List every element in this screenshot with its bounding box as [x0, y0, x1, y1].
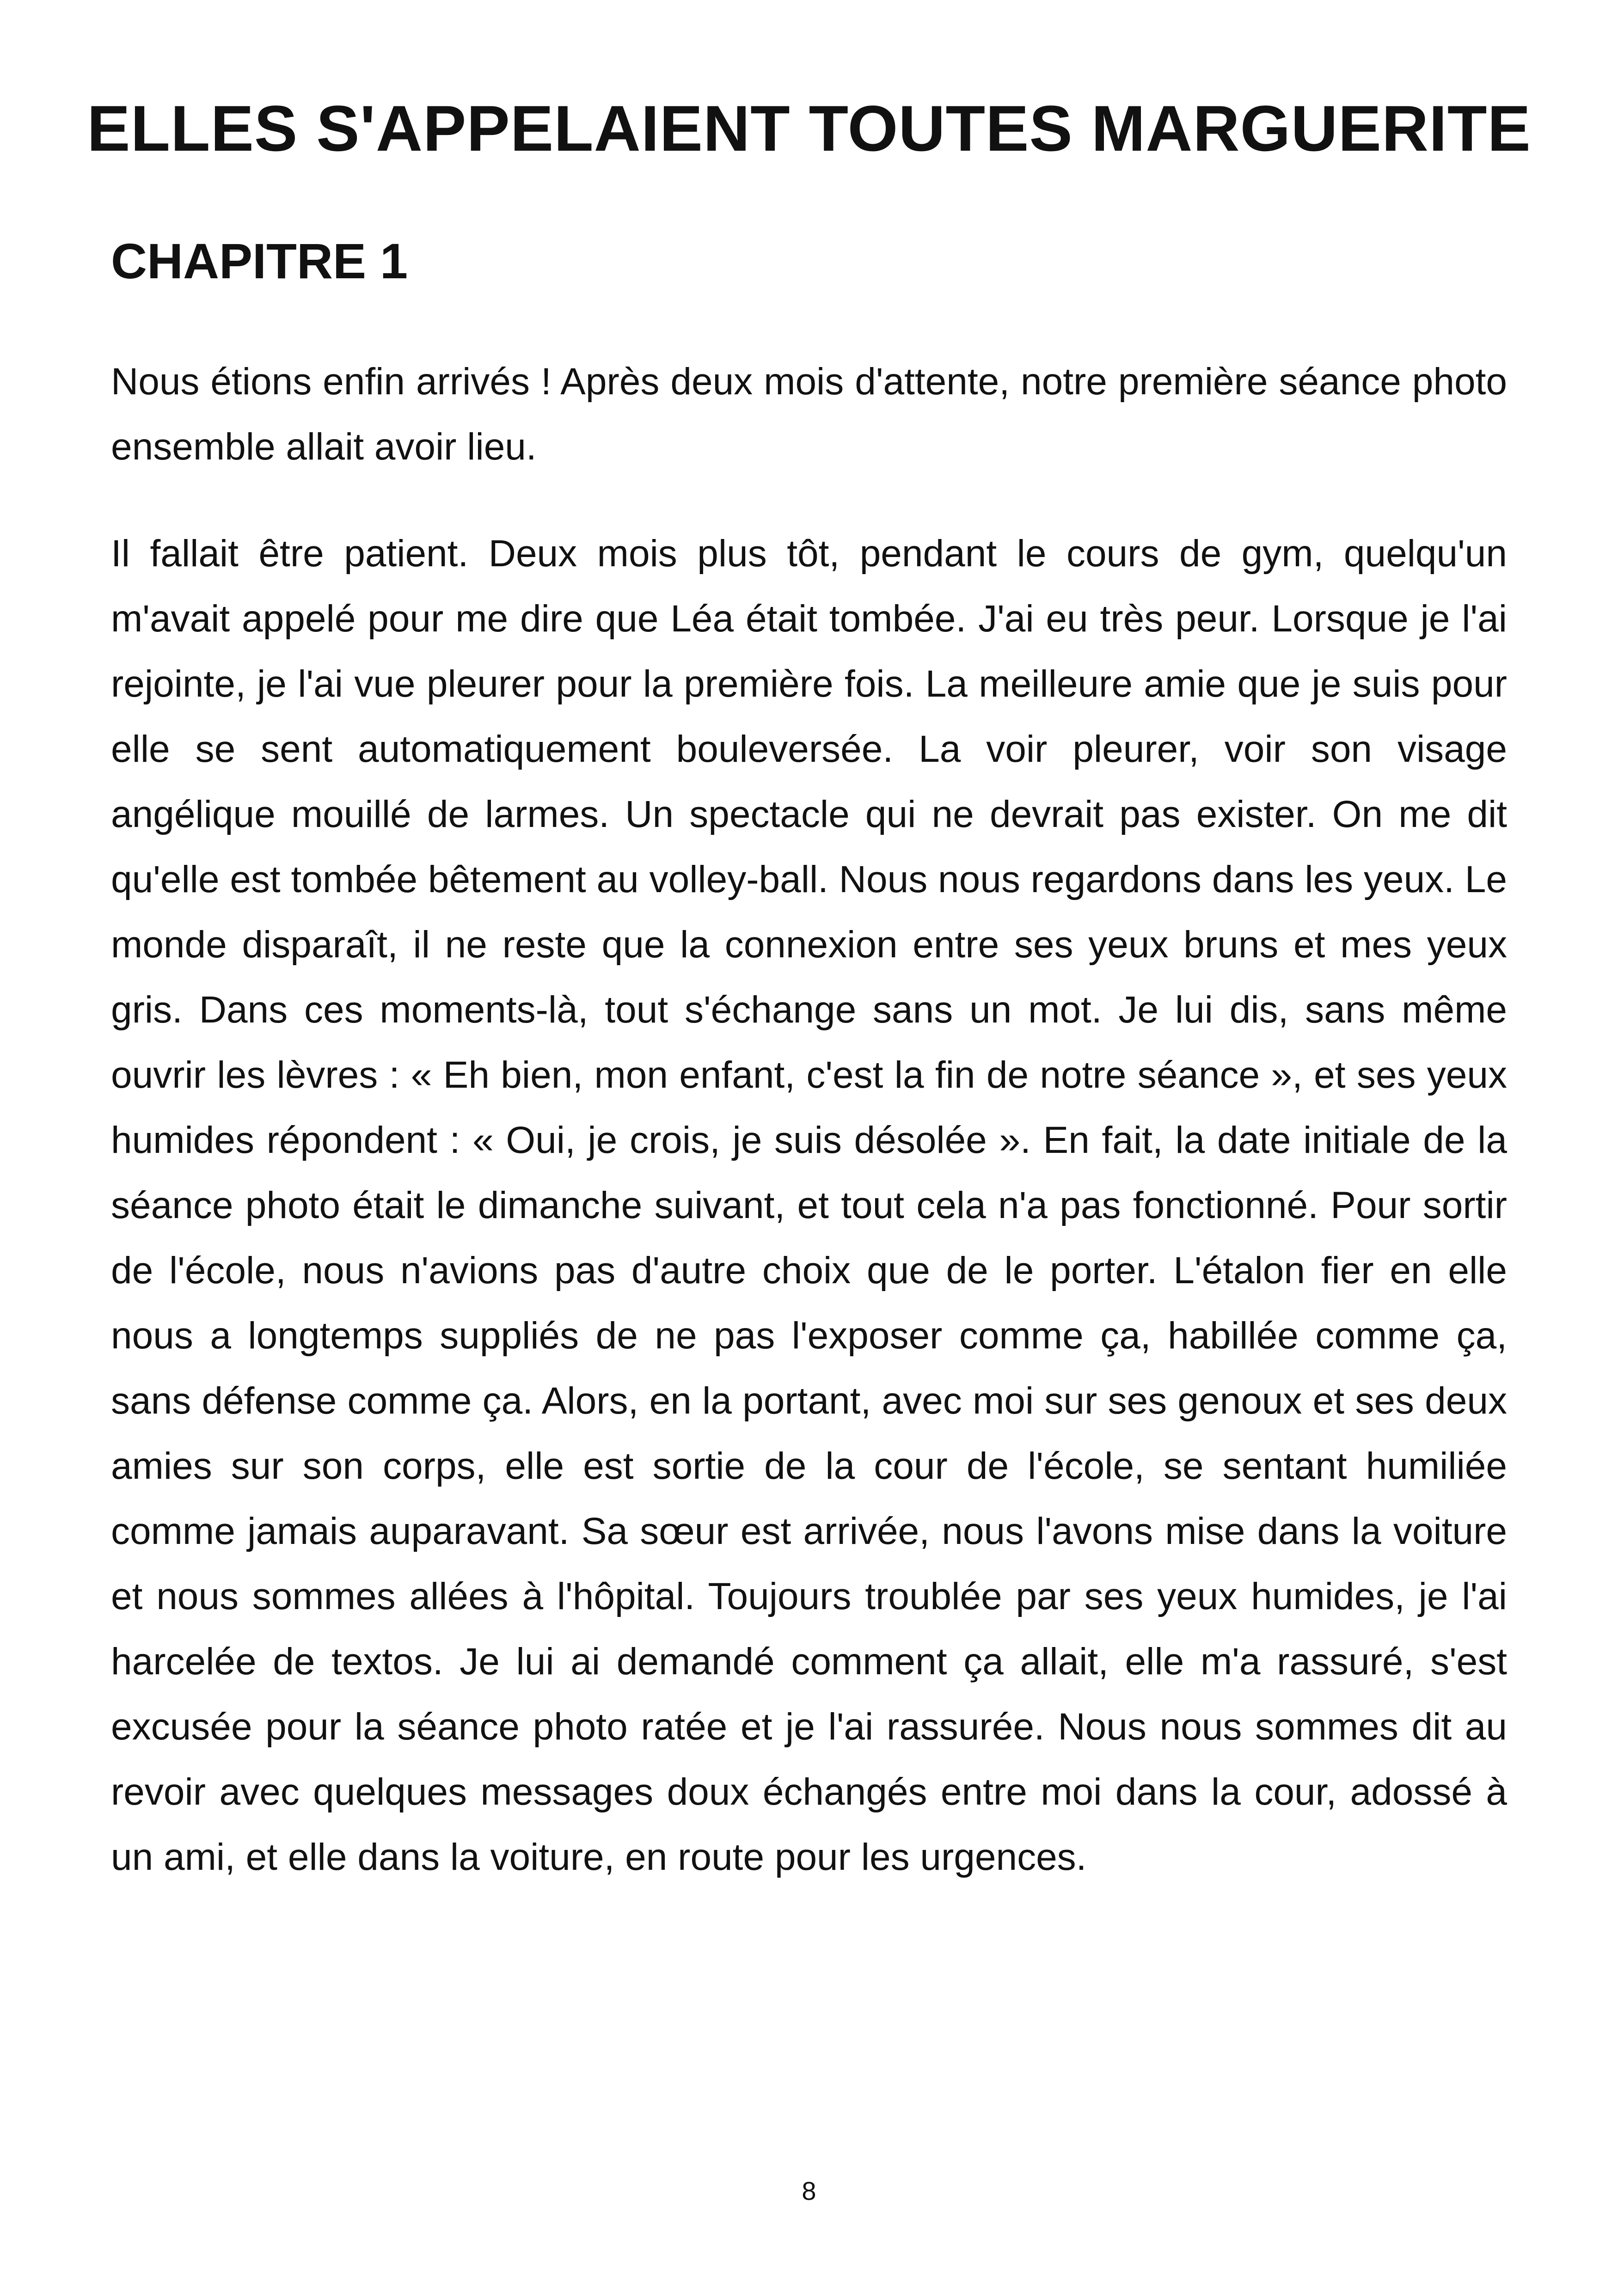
chapter-title: CHAPITRE 1	[111, 233, 408, 289]
page-number: 8	[802, 2176, 816, 2205]
body-text	[111, 349, 1507, 1931]
paragraph: Il fallait être patient. Deux mois plus tôt, pendant le cours de gym, quelqu'un m'avait appelé pour me dire que Léa était tombée. J'ai eu très peur. Lorsque je l'ai rejointe, je l'ai vue pleurer pour la première fois. La meilleure amie que je suis pour elle se sent automatiquement bouleversée. La voir pleurer, voir son visage angélique mouillé de larmes. Un spectacle qui ne devrait pas exister. On me dit qu'elle est tombée bêtement au volley-ball. Nous nous regardons dans les yeux. Le monde disparaît, il ne reste que la connexion entre ses yeux bruns et mes yeux gris. Dans ces moments-là, tout s'échange sans un mot. Je lui dis, sans même ouvrir les lèvres : « Eh bien, mon enfant, c'est la fin de notre séance », et ses yeux humides répondent : « Oui, je crois, je suis désolée ». En fait, la date initiale de la séance photo était le dimanche suivant, et tout cela n'a pas fonctionné. Pour sortir de l'école, nous n'avions pas d'autre choix que de le porter. L'étalon fier en elle nous a longtemps suppliés de ne pas l'exposer comme ça, habillée comme ça, sans défense comme ça. Alors, en la portant, avec moi sur ses genoux et ses deux amies sur son corps, elle est sortie de la cour de l'école, se sentant humiliée comme jamais auparavant. Sa sœur est arrivée, nous l'avons mise dans la voiture et nous sommes allées à l'hôpital. Toujours troublée par ses yeux humides, je l'ai harcelée de textos. Je lui ai demandé comment ça allait, elle m'a rassuré, s'est excusée pour la séance photo ratée et je l'ai rassurée. Nous nous sommes dit au revoir avec quelques messages doux échangés entre moi dans la cour, adossé à un ami, et elle dans la voiture, en route pour les urgences.	[111, 533, 1507, 1878]
paragraph: Nous étions enfin arrivés ! Après deux mois d'attente, notre première séance photo ensemble allait avoir lieu.	[111, 361, 1507, 468]
book-title: ELLES S'APPELAIENT TOUTES MARGUERITE	[87, 92, 1531, 165]
